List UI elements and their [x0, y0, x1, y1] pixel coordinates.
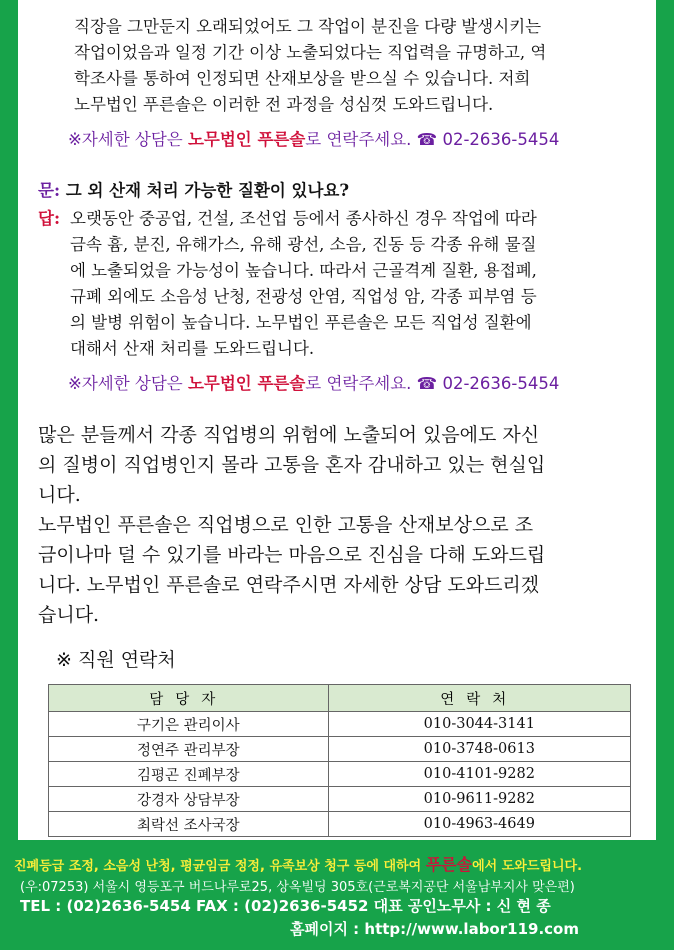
body-line: 노무법인 푸른솔은 직업병으로 인한 고통을 산재보상으로 조: [38, 514, 534, 536]
contact-suffix: 로 연락주세요. ☎ 02-2636-5454: [305, 130, 560, 149]
footer-contact: TEL : (02)2636-5454 FAX : (02)2636-5452 대표 공인노무사 : 신 현 종: [20, 897, 551, 915]
intro-line: 학조사를 통하여 인정되면 산재보상을 받으실 수 있습니다. 저희: [74, 69, 531, 88]
body-line: 금이나마 덜 수 있기를 바라는 마음으로 진심을 다해 도와드립: [38, 544, 546, 566]
contact-prompt-1: [68, 126, 559, 150]
footer-homepage-link[interactable]: 홈페이지 : http://www.labor119.com: [290, 920, 579, 938]
brand-name: 노무법인 푸른솔: [187, 130, 306, 149]
body-paragraphs: [38, 420, 648, 630]
footer-brand: 푸른솔: [425, 855, 473, 874]
answer-label: 답:: [38, 209, 61, 228]
staff-phone: 010-9611-9282: [328, 787, 630, 812]
answer-body: [70, 206, 660, 362]
footer-services: [14, 852, 582, 875]
body-line: 많은 분들께서 각종 직업병의 위험에 노출되어 있음에도 자신: [38, 424, 540, 446]
table-row: [49, 812, 631, 837]
body-line: 의 질병이 직업병인지 몰라 고통을 혼자 감내하고 있는 현실입: [38, 454, 546, 476]
answer-label-row: [38, 206, 60, 232]
staff-phone: 010-4963-4649: [328, 812, 630, 837]
staff-name: 정연주 관리부장: [49, 737, 329, 762]
staff-phone: 010-3748-0613: [328, 737, 630, 762]
body-line: 습니다.: [38, 604, 100, 626]
answer-line: 오랫동안 중공업, 건설, 조선업 등에서 종사하신 경우 작업에 따라: [70, 209, 537, 228]
staff-name: 김평곤 진폐부장: [49, 762, 329, 787]
body-line: 니다.: [38, 484, 81, 506]
intro-line: 직장을 그만둔지 오래되었어도 그 작업이 분진을 다량 발생시키는: [74, 17, 542, 36]
table-row: [49, 787, 631, 812]
staff-phone: 010-3044-3141: [328, 712, 630, 737]
brand-name: 노무법인 푸른솔: [187, 374, 306, 393]
staff-name: 최락선 조사국장: [49, 812, 329, 837]
table-row: [49, 762, 631, 787]
answer-line: 규폐 외에도 소음성 난청, 전광성 안염, 직업성 암, 각종 피부염 등: [70, 287, 537, 306]
footer-services-suffix: 에서 도와드립니다.: [472, 859, 583, 874]
header-person: 담당자: [49, 685, 329, 712]
table-header-row: [49, 685, 631, 712]
staff-contact-table: [48, 684, 631, 837]
answer-line: 대해서 산재 처리를 도와드립니다.: [70, 339, 315, 358]
intro-line: 작업이었음과 일정 기간 이상 노출되었다는 직업력을 규명하고, 역: [74, 43, 547, 62]
contact-prompt-2: [68, 370, 559, 394]
question: [38, 178, 349, 204]
answer-line: 의 발병 위험이 높습니다. 노무법인 푸른솔은 모든 직업성 질환에: [70, 313, 532, 332]
table-row: [49, 737, 631, 762]
staff-section-title: ※ 직원 연락처: [56, 649, 176, 671]
question-label: 문:: [38, 181, 61, 200]
header-contact: 연락처: [328, 685, 630, 712]
contact-prefix: ※자세한 상담은: [68, 130, 188, 149]
body-line: 니다. 노무법인 푸른솔로 연락주시면 자세한 상담 도와드리겠: [38, 574, 540, 596]
content-page: [18, 0, 656, 840]
intro-line: 노무법인 푸른솔은 이러한 전 과정을 성심껏 도와드립니다.: [74, 95, 494, 114]
table-row: [49, 712, 631, 737]
contact-prefix: ※자세한 상담은: [68, 374, 188, 393]
answer-line: 금속 흄, 분진, 유해가스, 유해 광선, 소음, 진동 등 각종 유해 물질: [70, 235, 537, 254]
staff-name: 강경자 상담부장: [49, 787, 329, 812]
answer-line: 에 노출되었을 가능성이 높습니다. 따라서 근골격계 질환, 용접폐,: [70, 261, 537, 280]
footer-services-prefix: 진폐등급 조정, 소음성 난청, 평균임금 정정, 유족보상 청구 등에 대하여: [14, 859, 426, 874]
contact-suffix: 로 연락주세요. ☎ 02-2636-5454: [305, 374, 560, 393]
staff-name: 구기은 관리이사: [49, 712, 329, 737]
intro-paragraph: [74, 14, 634, 118]
staff-phone: 010-4101-9282: [328, 762, 630, 787]
footer-address: (우:07253) 서울시 영등포구 버드나루로25, 상옥빌딩 305호(근로복지공단 서울남부지사 맞은편): [20, 880, 575, 895]
question-text: 그 외 산재 처리 가능한 질환이 있나요?: [60, 181, 349, 200]
